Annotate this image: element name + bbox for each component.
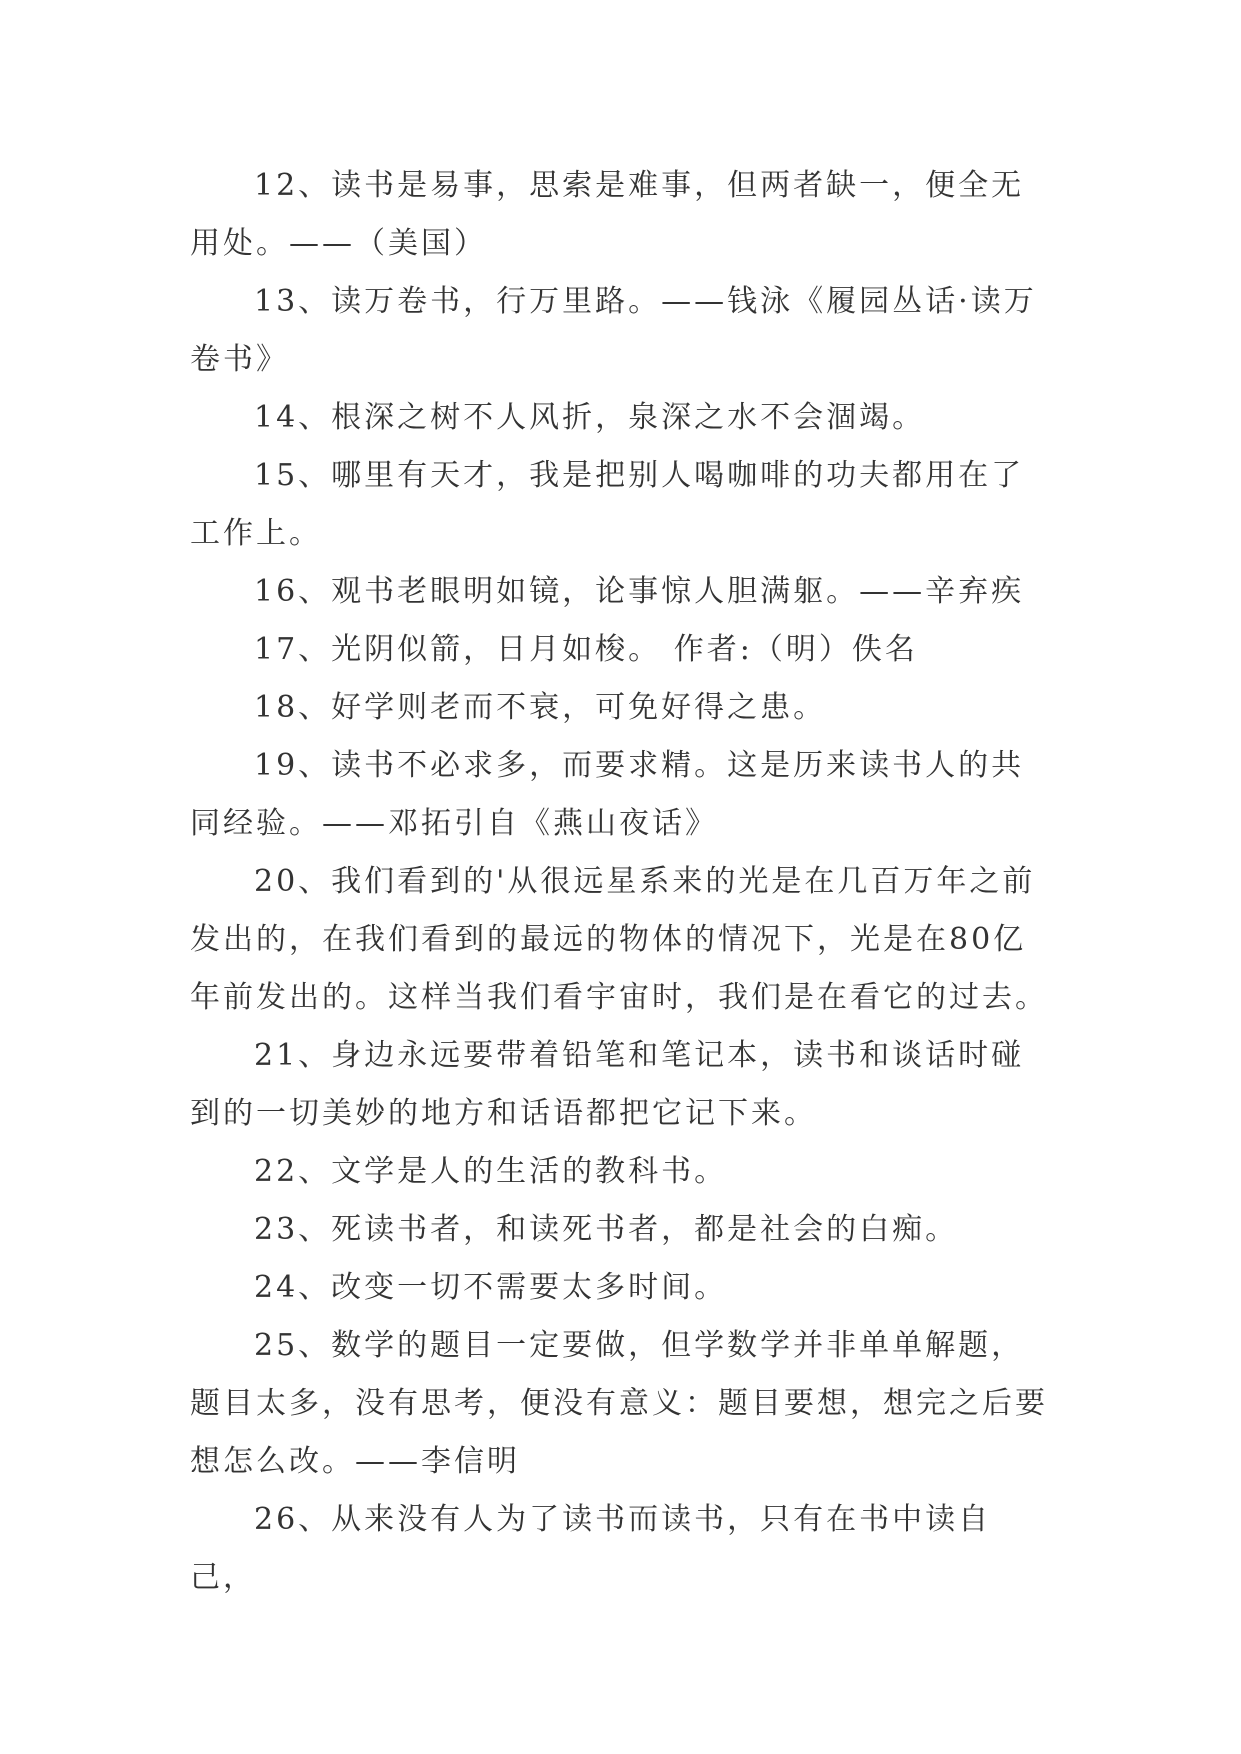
quote-paragraph: 14、根深之树不人风折，泉深之水不会涸竭。 — [254, 400, 926, 435]
quote-paragraph: 22、文学是人的生活的教科书。 — [254, 1154, 728, 1189]
quote-paragraph: 12、读书是易事，思索是难事，但两者缺一，便全无用处。——（美国） — [190, 168, 1025, 261]
quote-paragraph: 15、哪里有天才，我是把别人喝咖啡的功夫都用在了工作上。 — [190, 458, 1025, 551]
quote-paragraph: 21、身边永远要带着铅笔和笔记本，读书和谈话时碰到的一切美妙的地方和话语都把它记下来。 — [190, 1038, 1025, 1131]
quote-paragraph: 17、光阴似箭，日月如梭。 作者:（明）佚名 — [254, 632, 918, 667]
quote-paragraph: 24、改变一切不需要太多时间。 — [254, 1270, 728, 1305]
document-body — [190, 157, 1053, 1607]
quote-paragraph: 18、好学则老而不衰，可免好得之患。 — [254, 690, 827, 725]
quote-paragraph: 16、观书老眼明如镜，论事惊人胆满躯。——辛弃疾 — [254, 574, 1025, 609]
quote-paragraph: 13、读万卷书，行万里路。——钱泳《履园丛话·读万卷书》 — [190, 284, 1037, 377]
quote-paragraph: 23、死读书者，和读死书者，都是社会的白痴。 — [254, 1212, 959, 1247]
quote-paragraph: 19、读书不必求多，而要求精。这是历来读书人的共同经验。——邓拓引自《燕山夜话》 — [190, 748, 1025, 841]
quote-paragraph: 20、我们看到的'从很远星系来的光是在几百万年之前发出的，在我们看到的最远的物体的情况下，光是在80亿年前发出的。这样当我们看宇宙时，我们是在看它的过去。 — [190, 864, 1048, 1015]
quote-paragraph: 26、从来没有人为了读书而读书，只有在书中读自己， — [190, 1502, 992, 1595]
quote-paragraph: 25、数学的题目一定要做，但学数学并非单单解题，题目太多，没有思考，便没有意义：题目要想，想完之后要想怎么改。——李信明 — [190, 1328, 1048, 1479]
